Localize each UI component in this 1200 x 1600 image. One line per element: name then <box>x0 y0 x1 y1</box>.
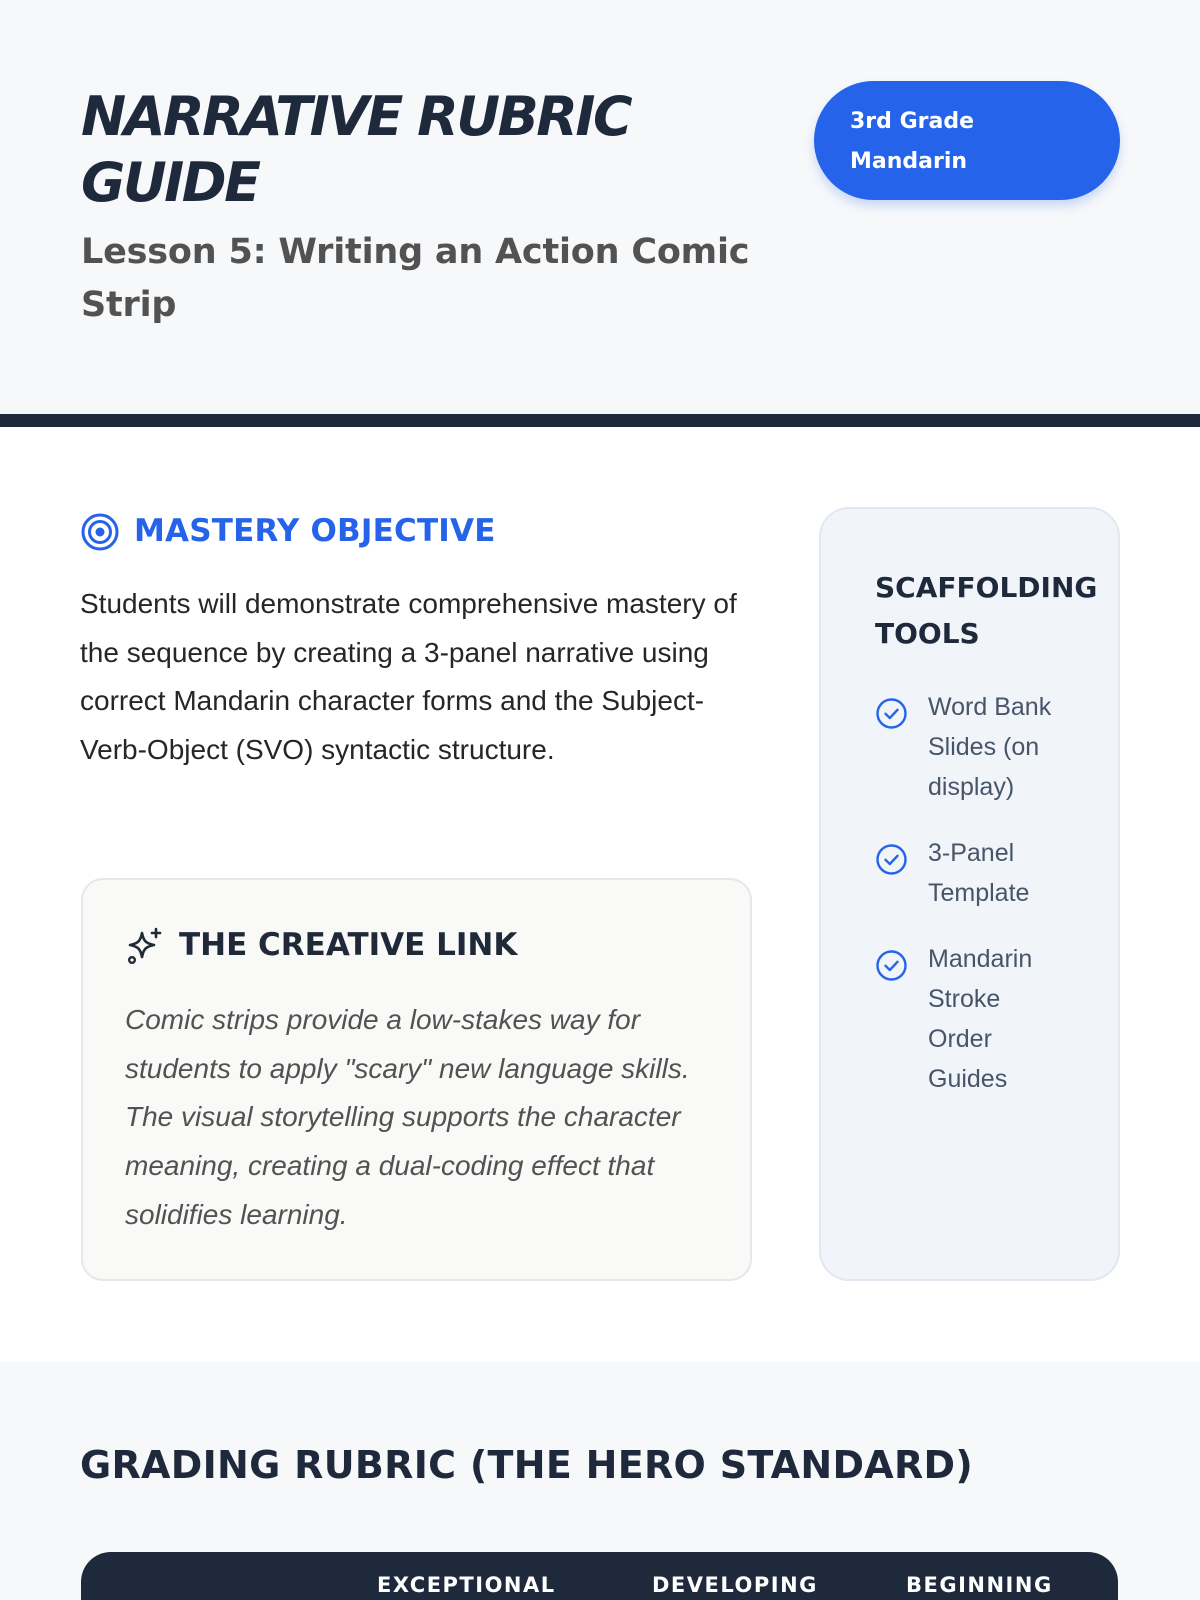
grade-badge-line-1: 3rd Grade <box>850 109 974 134</box>
grading-rubric-heading: GRADING RUBRIC (THE HERO STANDARD) <box>80 1443 974 1487</box>
header-divider <box>0 414 1200 427</box>
list-item <box>875 687 1115 807</box>
creative-link-heading: THE CREATIVE LINK <box>179 927 518 963</box>
check-circle-icon <box>875 843 908 876</box>
scaffolding-tools-card <box>819 507 1120 1281</box>
column-header-exceptional: EXCEPTIONAL <box>377 1573 556 1597</box>
page-header <box>0 0 1200 414</box>
grade-badge-line-2: Mandarin <box>850 149 968 174</box>
scaffolding-item-label: Mandarin Stroke Order Guides <box>928 945 1033 1093</box>
target-icon <box>80 512 120 552</box>
lesson-subtitle: Lesson 5: Writing an Action Comic Strip <box>81 232 750 325</box>
scaffolding-item-label: 3-Panel Template <box>928 839 1030 907</box>
list-item <box>875 939 1115 1099</box>
grade-badge <box>814 81 1120 200</box>
column-header-beginning: BEGINNING <box>906 1573 1053 1597</box>
check-circle-icon <box>875 697 908 730</box>
check-circle-icon <box>875 949 908 982</box>
scaffolding-item-label: Word Bank Slides (on display) <box>928 693 1052 801</box>
list-item <box>875 833 1115 913</box>
scaffolding-tools-heading: SCAFFOLDING TOOLS <box>875 571 1098 650</box>
creative-link-card <box>81 878 752 1281</box>
page-title: NARRATIVE RUBRIC GUIDE <box>81 85 631 214</box>
mastery-objective-heading: MASTERY OBJECTIVE <box>134 513 496 549</box>
scaffolding-tools-list <box>875 687 1115 1125</box>
sparkles-icon <box>125 926 165 966</box>
mastery-objective-text: Students will demonstrate comprehensive mastery of the sequence by creating a 3-panel narrative using correct Mandarin character forms and the Subject-Verb-Object (SVO) syntactic structure. <box>80 588 737 765</box>
grading-rubric-section <box>0 1362 1200 1600</box>
creative-link-text: Comic strips provide a low-stakes way for students to apply "scary" new language skills. The visual storytelling supports the character meaning, creating a dual-coding effect that solidifies learning. <box>125 1004 690 1230</box>
rubric-table-header <box>81 1552 1118 1600</box>
column-header-developing: DEVELOPING <box>652 1573 818 1597</box>
